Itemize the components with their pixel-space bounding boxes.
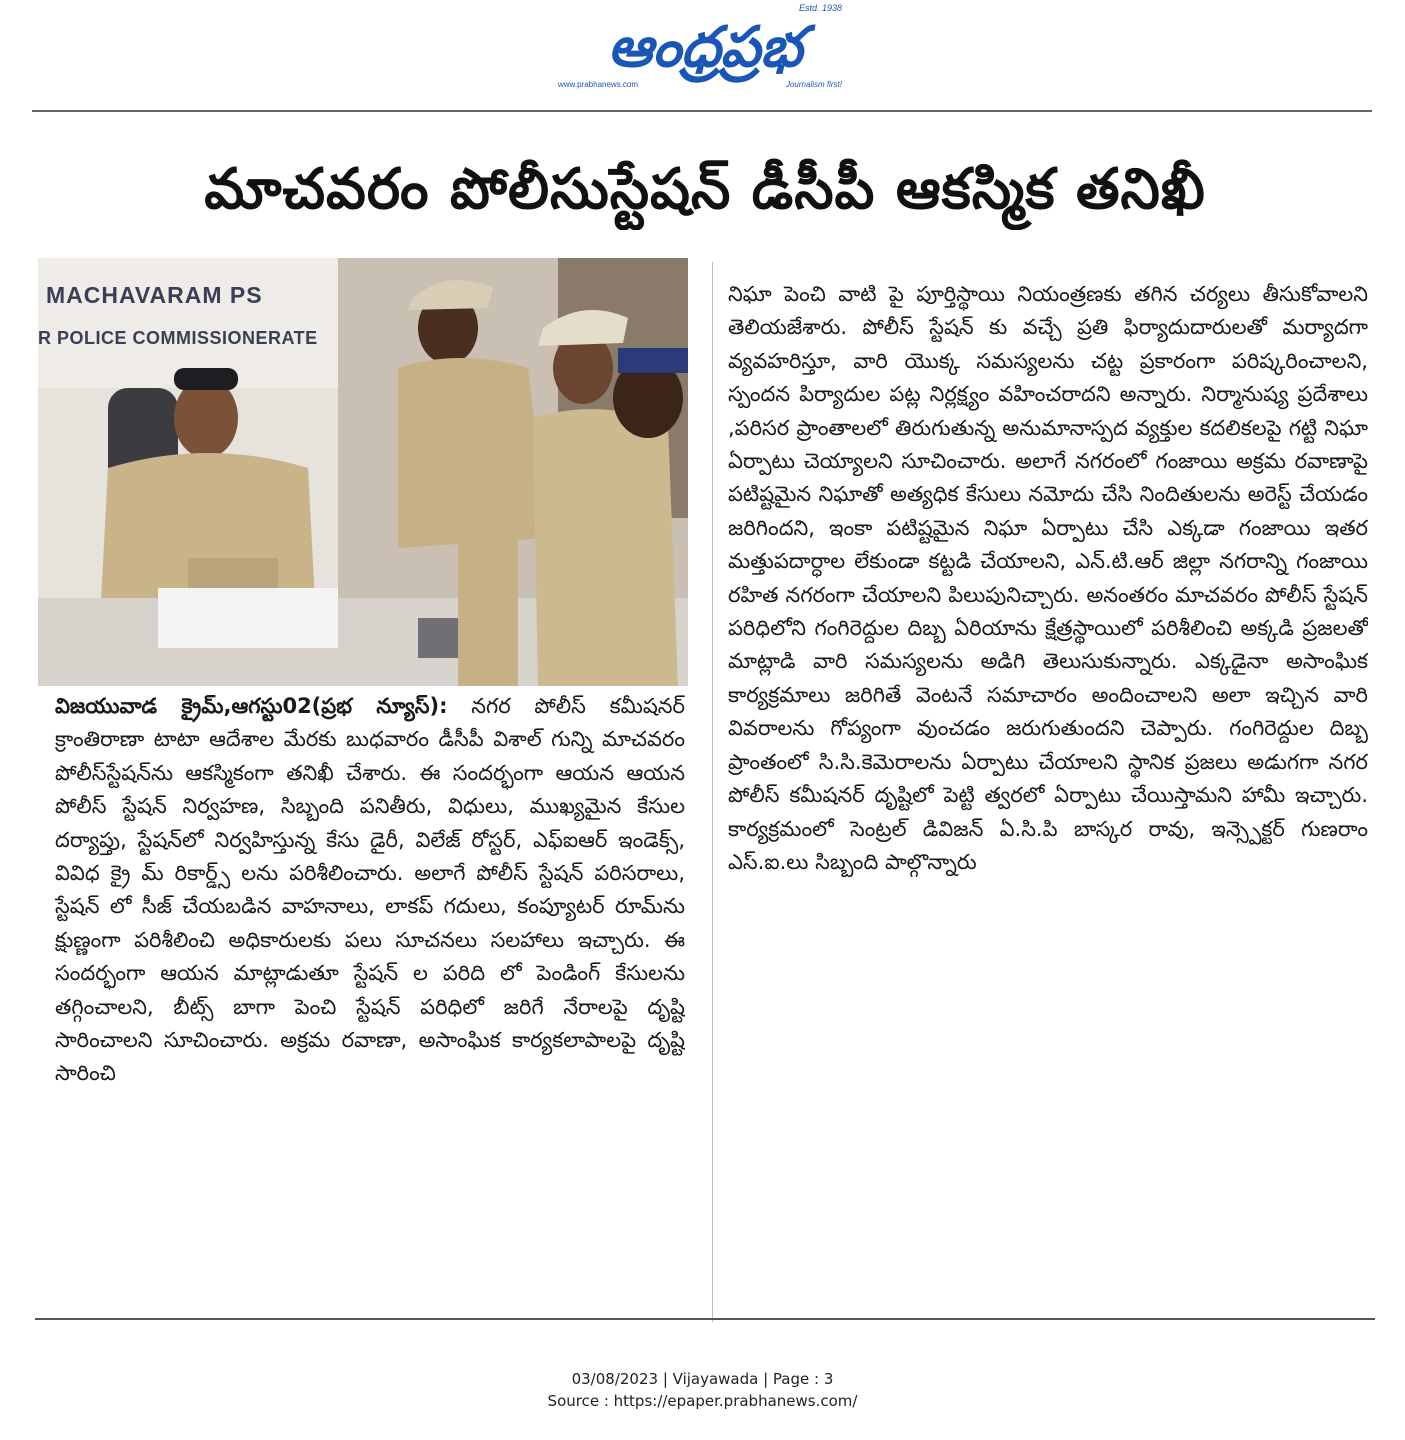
masthead-logo (550, 0, 860, 92)
edition-info: 03/08/2023 | Vijayawada | Page : 3 (571, 1370, 834, 1388)
article-paragraph-left (55, 690, 685, 1091)
headline: మాచవరం పోలీసుస్టేషన్ డీసీపీ ఆకస్మిక తనిఖీ (204, 157, 1206, 222)
masthead-website: www.prabhanews.com (558, 80, 639, 89)
masthead-tagline: Journalism first! (785, 80, 842, 89)
prabha-logo-graphic (550, 0, 860, 92)
dateline: విజయువాడ క్రైమ్,ఆగస్టు02(ప్రభ న్యూస్): (55, 694, 448, 718)
article-text-right: నిఘా పెంచి వాటి పై పూర్తిస్థాయి నియంత్రణకు తగిన చర్యలు తీసుకోవాలని తెలియజేశారు. పోలీస్ స్టేషన్ కు వచ్చే ప్రతి ఫిర్యాదుదారులతో మర్యాదగా వ్యవహరిస్తూ, వారి యొక్క సమస్యలను చట్ట ప్రకారంగా పరిష్కరించాలని, స్పందన పిర్యాదుల పట్ల నిర్లక్ష్యం వహించరాదని అన్నారు. నిర్మానుష్య ప్రదేశాలు ,పరిసర ప్రాంతాలలో తిరుగుతున్న అనుమానాస్పద వ్యక్తుల కదలికలపై గట్టి నిఘా ఏర్పాటు చెయ్యాలని సూచించారు. అలాగే నగరంలో గంజాయి అక్రమ రవాణాపై పటిష్టమైన నిఘాతో అత్యధిక కేసులు నమోదు చేసి నిందితులను అరెస్ట్ చేయడం జరిగిందని, ఇంకా పటిష్టమైన నిఘా ఏర్పాటు చేసి ఎక్కడా గంజాయి ఇతర మత్తుపదార్ధాల లేకుండా కట్టడి చేయాలని, ఎన్.టి.ఆర్ జిల్లా నగరాన్ని గంజాయి రహిత నగరంగా చేయాలని పిలుపునిచ్చారు. అనంతరం మాచవరం పోలీస్ స్టేషన్ పరిధిలోని గంగిరెద్దుల దిబ్బ ఏరియాను క్షేత్రస్థాయిలో పరిశీలించి అక్కడి ప్రజలతో మాట్లాడి వారి సమస్యలను అడిగి తెలుసుకున్నారు. ఎక్కడైనా అసాంఘిక కార్యక్రమాలు జరిగితే వెంటనే సమాచారం అందించాలని అలా ఇచ్చిన వారి వివరాలను గోప్యంగా వుంచడం జరుగుతుందని చెప్పారు. గంగిరెద్దుల దిబ్బ ప్రాంతంలో సి.సి.కెమెరాలను ఏర్పాటు చేయాలని స్థానిక ప్రజలు అడుగగా నగర పోలీస్ కమీషనర్ దృష్టిలో పెట్టి త్వరలో ఏర్పాటు చేయిస్తామని హామీ ఇచ్చారు. కార్యక్రమంలో సెంట్రల్ డివిజన్ ఏ.సి.పి బాస్కర రావు, ఇన్స్పెక్టర్ గుణరాం ఎస్.ఐ.లు సిబ్బంది పాల్గొన్నారు (728, 282, 1368, 874)
masthead-name: ఆంధ్రప్రభ (607, 15, 803, 80)
article-text-left: నగర పోలీస్ కమీషనర్ క్రాంతిరాణా టాటా ఆదేశాల మేరకు బుధవారం డీసీపీ విశాల్ గున్ని మాచవరం పోలీస్‌స్టేషన్‌ను ఆకస్మికంగా తనిఖీ చేశారు. ఈ సందర్భంగా ఆయన ఆయన పోలీస్ స్టేషన్ నిర్వహణ, సిబ్బంది పనితీరు, విధులు, ముఖ్యమైన కేసుల దర్యాప్తు, స్టేషన్‌లో నిర్వహిస్తున్న కేసు డైరీ, విలేజ్ రోస్టర్, ఎఫ్ఐఆర్ ఇండెక్స్, వివిధ క్రై మ్ రికార్డ్స్ లను పరిశీలించారు. అలాగే పోలీస్ స్టేషన్ పరిసరాలు, స్టేషన్ లో సీజ్ చేయబడిన వాహనాలు, లాకప్ గదులు, కంప్యూటర్ రూమ్‌ను క్షుణ్ణంగా పరిశీలించి అధికారులకు పలు సూచనలు సలహాలు ఇచ్చారు. ఈ సందర్భంగా ఆయన మాట్లాడుతూ స్టేషన్ ల పరిది లో పెండింగ్ కేసులను తగ్గించాలని, బీట్స్ బాగా పెంచి స్టేషన్ పరిధిలో జరిగే నేరాలపై దృష్టి సారించాలని సూచించారు. అక్రమ రవాణా, అసాంఘిక కార్యకలాపాలపై దృష్టి సారించి (55, 694, 685, 1086)
source-link[interactable]: Source : https://epaper.prabhanews.com/ (547, 1392, 858, 1410)
photo-illustration (38, 258, 688, 686)
article-column-right (728, 278, 1368, 1328)
footer (0, 1368, 1405, 1412)
article-column-left (55, 690, 685, 1325)
top-rule (32, 110, 1372, 112)
station-sign-line2: R POLICE COMMISSIONERATE (38, 328, 318, 348)
news-photo (38, 258, 688, 686)
estd-label: Estd. 1938 (798, 3, 842, 13)
bottom-rule (35, 1318, 1375, 1320)
column-divider (712, 262, 713, 1322)
station-sign-line1: MACHAVARAM PS (46, 282, 263, 308)
